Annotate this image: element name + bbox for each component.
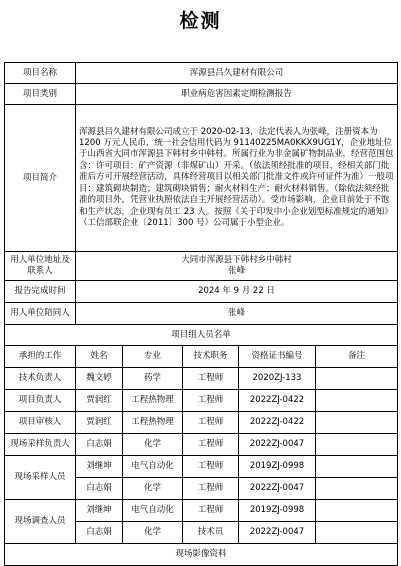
- cell-note: [316, 412, 398, 434]
- contact-name: 张峰: [227, 266, 245, 276]
- report-table: [4, 62, 398, 566]
- table-row: [5, 500, 398, 522]
- project-type-label: 项目类别: [5, 84, 76, 105]
- companion-label: 用人单位陪同人: [5, 303, 76, 325]
- header-name: 姓名: [76, 346, 123, 368]
- cell-cert: 2020ZJ-133: [239, 368, 316, 390]
- project-name-value: 浑源县吕久建材有限公司: [76, 63, 398, 84]
- header-major: 专业: [123, 346, 183, 368]
- cell-cert: 2022ZJ-0422: [239, 390, 316, 412]
- project-type-value: 职业病危害因素定期检测报告: [76, 84, 398, 105]
- cell-title: 工程师: [183, 478, 239, 500]
- cell-major: 化学: [123, 434, 183, 456]
- cell-title: 技术员: [183, 522, 239, 544]
- document-title: 检测: [179, 10, 222, 32]
- report-date-row: [5, 281, 398, 303]
- cell-role: 现场采样负责人: [5, 434, 76, 456]
- cell-cert: 2022ZJ-0047: [239, 478, 316, 500]
- cell-name: 贾润红: [76, 390, 123, 412]
- cell-role: 技术负责人: [5, 368, 76, 390]
- cell-cert: 2022ZJ-0422: [239, 412, 316, 434]
- cell-title: 工程师: [183, 412, 239, 434]
- project-type-row: [5, 84, 398, 105]
- cell-role: 现场调查人员: [5, 500, 76, 544]
- project-intro-label: 项目简介: [5, 105, 76, 252]
- cell-note: [316, 478, 398, 500]
- header-note: 备注: [316, 346, 398, 368]
- cell-title: 工程师: [183, 456, 239, 478]
- team-header-row: [5, 346, 398, 368]
- table-row: [5, 456, 398, 478]
- report-date-value: 2024 年 9 月 22 日: [76, 281, 398, 303]
- cell-title: 工程师: [183, 390, 239, 412]
- cell-name: 魏文婷: [76, 368, 123, 390]
- photos-label: 现场影像资料: [5, 544, 398, 566]
- cell-name: 贾润红: [76, 412, 123, 434]
- table-row: [5, 412, 398, 434]
- project-intro-row: [5, 105, 398, 252]
- cell-name: 刘继坤: [76, 500, 123, 522]
- address-label: 用人单位地址及联系人: [5, 252, 76, 281]
- cell-note: [316, 500, 398, 522]
- cell-major: 工程热物理: [123, 390, 183, 412]
- cell-note: [316, 368, 398, 390]
- table-row: [5, 390, 398, 412]
- cell-name: 白志娟: [76, 434, 123, 456]
- team-title: 项目组人员名单: [5, 325, 398, 346]
- address-row: [5, 252, 398, 281]
- table-row: [5, 368, 398, 390]
- address-text: 大同市浑源县下韩村乡中韩村: [181, 255, 292, 265]
- cell-cert: 2019ZJ-0998: [239, 456, 316, 478]
- header-role: 承担的工作: [5, 346, 76, 368]
- cell-cert: 2022ZJ-0047: [239, 522, 316, 544]
- cell-note: [316, 522, 398, 544]
- cell-name: 白志娟: [76, 522, 123, 544]
- companion-value: 张峰: [76, 303, 398, 325]
- cell-major: 工程热物理: [123, 412, 183, 434]
- cell-note: [316, 390, 398, 412]
- cell-role: 项目负责人: [5, 390, 76, 412]
- cell-role: 现场采样人员: [5, 456, 76, 500]
- cell-role: 项目审核人: [5, 412, 76, 434]
- report-date-label: 报告完成时间: [5, 281, 76, 303]
- cell-cert: 2022ZJ-0047: [239, 434, 316, 456]
- table-row: [5, 434, 398, 456]
- photos-row: [5, 544, 398, 566]
- team-title-row: [5, 325, 398, 346]
- companion-row: [5, 303, 398, 325]
- project-name-label: 项目名称: [5, 63, 76, 84]
- cell-major: 电气自动化: [123, 456, 183, 478]
- cell-cert: 2019ZJ-0998: [239, 500, 316, 522]
- project-intro-text: 浑源县吕久建材有限公司成立于 2020-02-13，法定代表人为张峰，注册资本为 1200 万元人民币，统一社会信用代码为 91140225MA0KKX9UG1Y，企业地址位于山西省大同市浑源县下韩村乡中韩村。所属行业为非金属矿物制品业，经营范围包含：许可项目：矿产资源（非煤矿山）开采。（依法须经批准的项目，经相关部门批准后方可开展经营活动，具体经营项目以相关部门批准文件或许可证件为准）一般项目：建筑砌块制造；建筑砌块销售；耐火材料生产；耐火材料销售。（除依法须经批准的项目外，凭营业执照依法自主开展经营活动）。受市场影响，企业目前处于不饱和生产状态，企业现有员工 23 人。按照《关于印发中小企业划型标准规定的通知》（工信部联企业〔2011〕300 号）公司属于小型企业。: [76, 105, 398, 252]
- cell-note: [316, 456, 398, 478]
- cell-note: [316, 434, 398, 456]
- header-cert: 资格证书编号: [239, 346, 316, 368]
- cell-title: 工程师: [183, 368, 239, 390]
- cell-major: 化学: [123, 478, 183, 500]
- address-value: [76, 252, 398, 281]
- cell-major: 电气自动化: [123, 500, 183, 522]
- project-name-row: [5, 63, 398, 84]
- cell-name: 刘继坤: [76, 456, 123, 478]
- cell-title: 工程师: [183, 500, 239, 522]
- cell-title: 工程师: [183, 434, 239, 456]
- cell-name: 白志娟: [76, 478, 123, 500]
- cell-major: 药学: [123, 368, 183, 390]
- cell-major: 化学: [123, 522, 183, 544]
- header-title: 技术职务: [183, 346, 239, 368]
